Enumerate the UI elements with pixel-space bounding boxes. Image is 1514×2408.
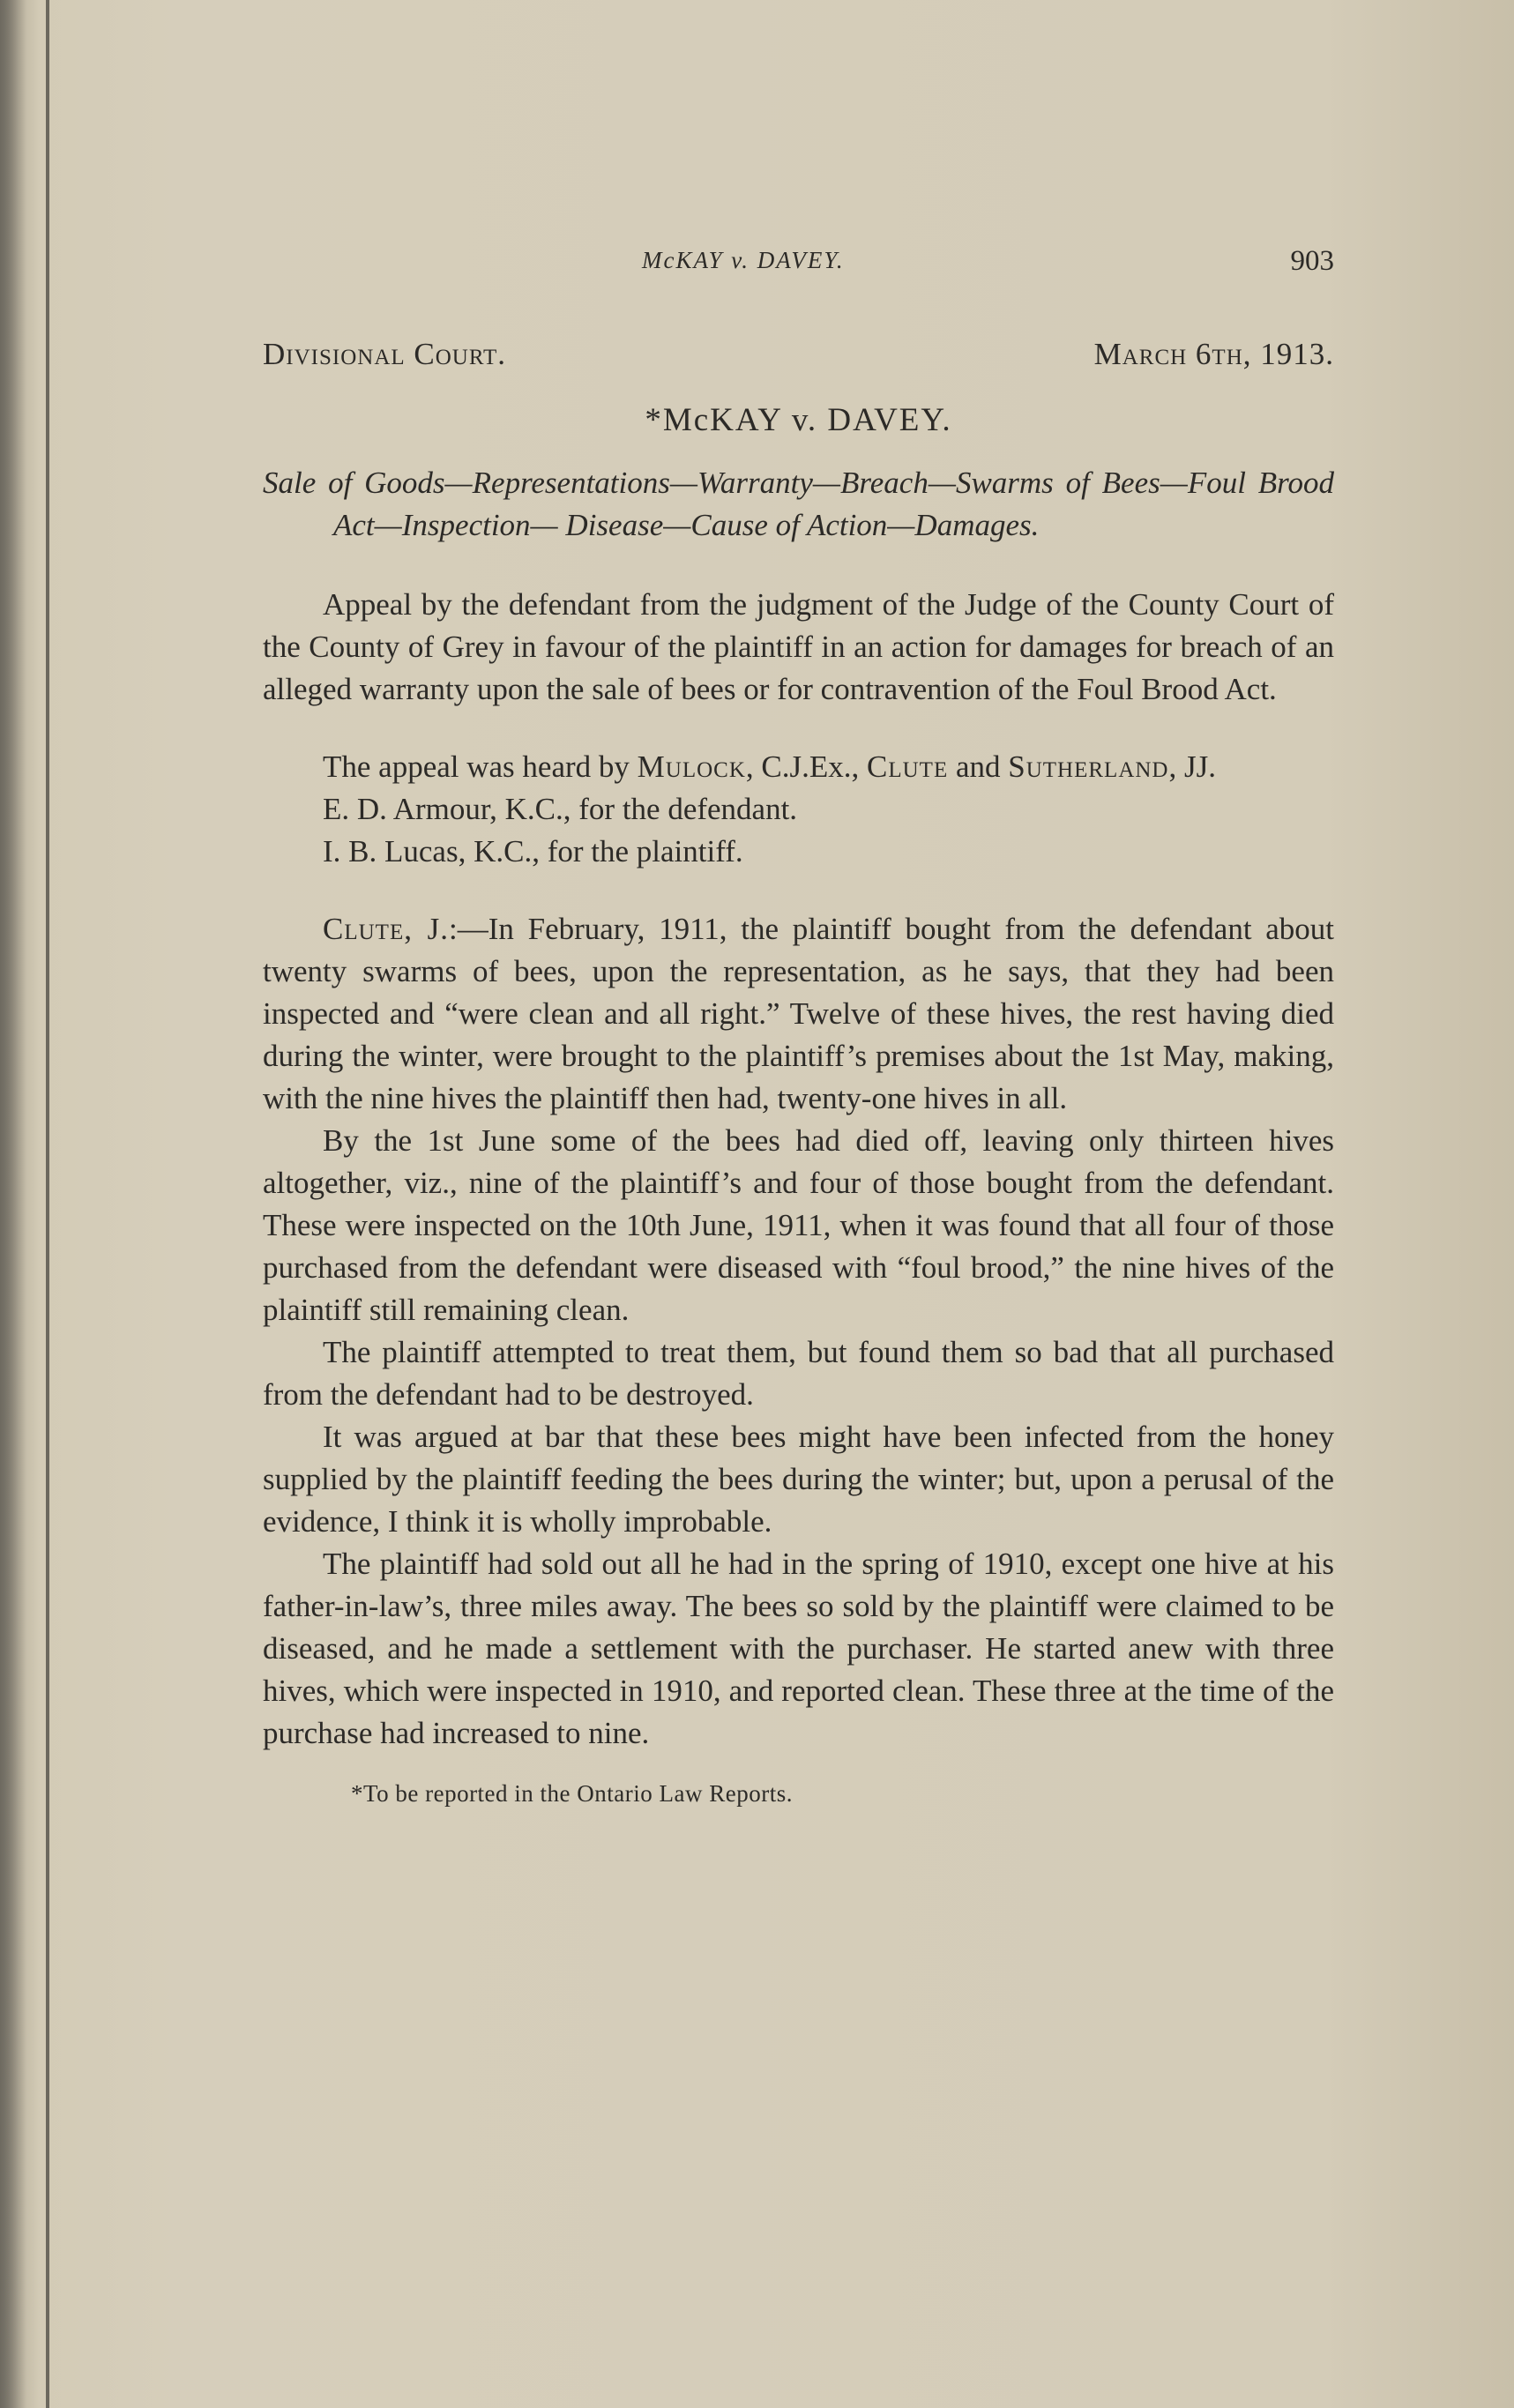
judge-title: , C.J.Ex., — [745, 749, 867, 784]
text-block — [263, 238, 1334, 1809]
opinion-judge: Clute, J. — [323, 912, 450, 946]
footnote: *To be reported in the Ontario Law Reports. — [351, 1780, 793, 1807]
judge-name: Clute — [867, 749, 949, 784]
counsel-defendant: E. D. Armour, K.C., for the defendant. — [323, 792, 798, 826]
opinion-paragraph: It was argued at bar that these bees might have been infected from the honey supplied by the plaintiff feeding the bees during the winter; but, upon a perusal of the evidence, I think it is wholly improbable. — [263, 1420, 1334, 1539]
case-title: *McKAY v. DAVEY. — [645, 402, 952, 438]
opinion-text: :—In February, 1911, the plaintiff bought from the defendant about twenty swarms of bees, upon the representation, as he says, that they had been inspected and “were clean and all right.” Twelve of these hives, the rest having died during the winter, were brought to the plaintiff’s premises about the 1st May, making, with the nine hives the plaintiff then had, twenty-one hives in all. — [263, 912, 1334, 1115]
binding-edge — [46, 0, 49, 2408]
counsel-plaintiff: I. B. Lucas, K.C., for the plaintiff. — [323, 834, 743, 869]
judge-title: , JJ. — [1168, 749, 1216, 784]
judge-name: Mulock — [637, 749, 746, 784]
opinion-paragraph: The plaintiff attempted to treat them, but found them so bad that all purchased from the defendant had to be destroyed. — [263, 1335, 1334, 1412]
decision-date: March 6th, 1913. — [1093, 337, 1334, 371]
running-head — [263, 238, 1334, 291]
running-head-title: McKAY v. DAVEY. — [642, 247, 845, 273]
hearing-prefix: The appeal was heard by — [323, 749, 638, 784]
appeal-statement: Appeal by the defendant from the judgment of the Judge of the County Court of the County of Grey in favour of the plaintiff in an action for damages for breach of an alleged warranty upon the sale of bees or for contravention of the Foul Brood Act. — [263, 587, 1334, 706]
court-name: Divisional Court. — [263, 337, 507, 371]
page-number: 903 — [1290, 245, 1334, 277]
judge-title: and — [948, 749, 1009, 784]
opinion-paragraph: The plaintiff had sold out all he had in the spring of 1910, except one hive at his father-in-law’s, three miles away. The bees so sold by the plaintiff were claimed to be diseased, and he made a settlement with the purchaser. He started anew with three hives, which were inspected in 1910, and reported clean. These three at the time of the purchase had increased to nine. — [263, 1547, 1334, 1750]
hearing-statement — [263, 746, 1334, 788]
binding-shadow — [0, 0, 26, 2408]
judge-name: Sutherland — [1008, 749, 1169, 784]
opinion-paragraph — [263, 908, 1334, 1120]
catchwords: Sale of Goods—Representations—Warranty—Breach—Swarms of Bees—Foul Brood Act—Inspection— Disease—Cause of Action—Damages. — [263, 466, 1334, 542]
opinion-paragraph: By the 1st June some of the bees had died off, leaving only thirteen hives altogether, viz., nine of the plaintiff’s and four of those bought from the defendant. These were inspected on the 10th June, 1911, when it was found that all four of those purchased from the defendant were diseased with “foul brood,” the nine hives of the plaintiff still remaining clean. — [263, 1123, 1334, 1327]
court-line — [263, 337, 1334, 390]
